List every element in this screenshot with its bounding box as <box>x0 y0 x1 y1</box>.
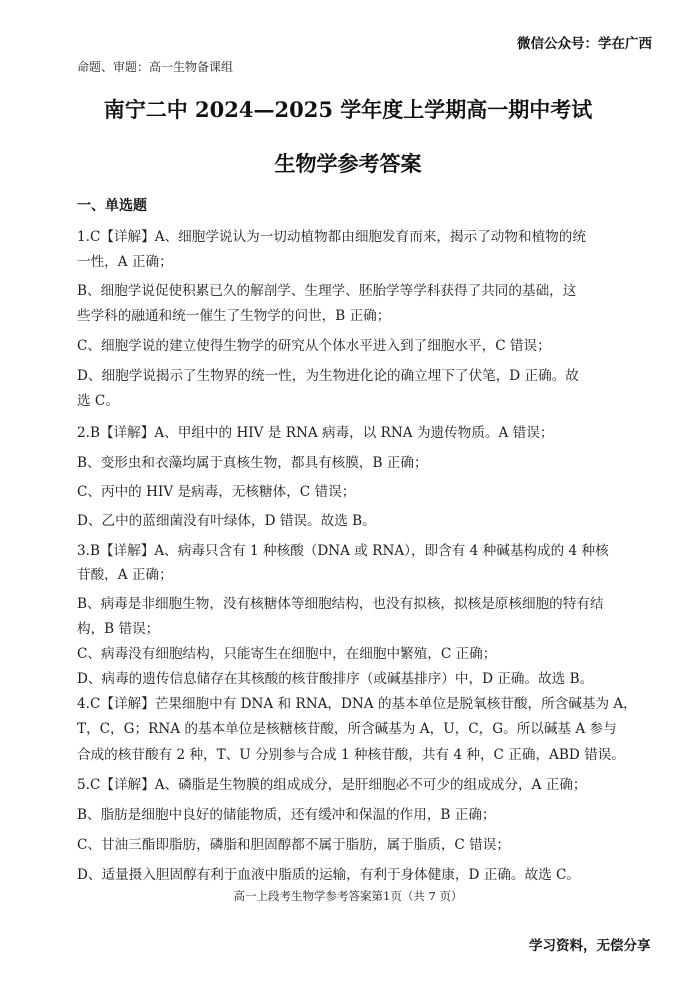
text-line: B、变形虫和衣藻均属于真核生物，都具有核膜，B 正确； <box>77 455 428 471</box>
text-line: 3.B【详解】A、病毒只含有 1 种核酸（DNA 或 RNA），即含有 4 种碱基构成的 4 种核 <box>77 543 609 559</box>
text-line: D、细胞学说揭示了生物界的统一性，为生物进化论的确立埋下了伏笔，D 正确。故 <box>77 368 579 384</box>
text-line: C、病毒没有细胞结构，只能寄生在细胞中，在细胞中繁殖，C 正确； <box>77 646 497 662</box>
text-line: C、细胞学说的建立使得生物学的研究从个体水平进入到了细胞水平，C 错误； <box>77 338 551 354</box>
authors-line: 命题、审题：高一生物备课组 <box>77 60 234 74</box>
section-heading: 一、单选题 <box>77 198 147 214</box>
text-line: 5.C【详解】A、磷脂是生物膜的组成成分，是肝细胞必不可少的组成成分，A 正确； <box>77 777 587 793</box>
text-line: 合成的核苷酸有 2 种，T、U 分别参与合成 1 种核苷酸，共有 4 种，C 正确，ABD 错误。 <box>77 747 625 763</box>
text-line: B、细胞学说促使积累已久的解剖学、生理学、胚胎学等学科获得了共同的基础，这 <box>77 283 577 299</box>
text-line: 些学科的融通和统一催生了生物学的问世，B 正确； <box>77 308 391 324</box>
text-line: 一性，A 正确； <box>77 254 173 270</box>
text-line: 2.B【详解】A、甲组中的 HIV 是 RNA 病毒，以 RNA 为遗传物质。A 错误； <box>77 425 554 441</box>
document-title: 南宁二中 2024—2025 学年度上学期高一期中考试 <box>103 97 593 122</box>
text-line: B、病毒是非细胞生物，没有核糖体等细胞结构，也没有拟核，拟核是原核细胞的特有结 <box>77 596 604 612</box>
text-line: 1.C【详解】A、细胞学说认为一切动植物都由细胞发育而来，揭示了动物和植物的统 <box>77 229 586 245</box>
text-line: C、甘油三酯即脂肪，磷脂和胆固醇都不属于脂肪，属于脂质，C 错误； <box>77 837 510 853</box>
text-line: 苷酸，A 正确； <box>77 567 173 583</box>
wechat-label: 微信公众号：学在广西 <box>517 36 652 52</box>
document-subtitle: 生物学参考答案 <box>274 151 422 176</box>
text-line: T，C，G；RNA 的基本单位是核糖核苷酸，所含碱基为 A，U，C，G。所以碱基 A 参与 <box>77 721 617 737</box>
share-label: 学习资料，无偿分享 <box>529 938 651 954</box>
page-footer: 高一上段考生物学参考答案第1页（共 7 页） <box>233 889 463 903</box>
text-line: 选 C。 <box>77 393 119 409</box>
text-line: C、丙中的 HIV 是病毒，无核糖体，C 错误； <box>77 484 356 500</box>
text-line: D、适量摄入胆固醇有利于血液中脂质的运输，有利于身体健康，D 正确。故选 C。 <box>77 867 581 883</box>
text-line: 4.C【详解】芒果细胞中有 DNA 和 RNA，DNA 的基本单位是脱氧核苷酸，所含碱基为 A， <box>77 696 637 712</box>
text-line: 构，B 错误； <box>77 621 160 637</box>
text-line: D、乙中的蓝细菌没有叶绿体，D 错误。故选 B。 <box>77 513 376 529</box>
text-line: B、脂肪是细胞中良好的储能物质，还有缓冲和保温的作用，B 正确； <box>77 807 496 823</box>
text-line: D、病毒的遗传信息储存在其核酸的核苷酸排序（或碱基排序）中，D 正确。故选 B。 <box>77 671 594 687</box>
